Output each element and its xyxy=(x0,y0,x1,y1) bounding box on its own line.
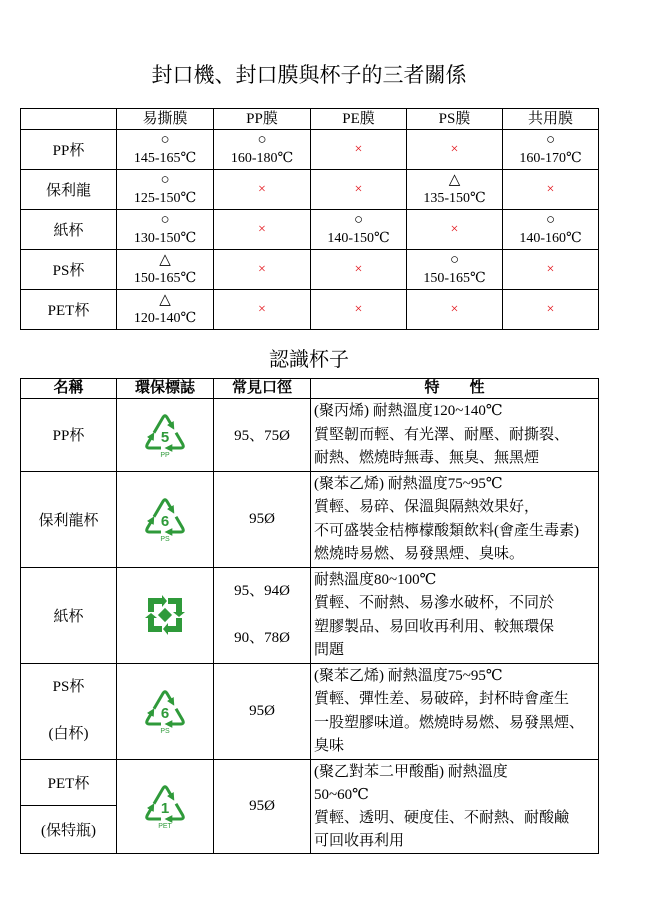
properties-cell xyxy=(311,567,599,663)
col-header-diameter: 常見口徑 xyxy=(214,379,311,399)
resin-code-number: 1 xyxy=(160,800,170,817)
compat-cell xyxy=(407,250,503,290)
col-header-name: 名稱 xyxy=(21,379,117,399)
diameter-cell xyxy=(214,663,311,759)
col-header-easy-peel: 易撕膜 xyxy=(117,109,214,130)
compat-mark: △ xyxy=(448,171,461,188)
compat-cell xyxy=(503,210,599,250)
property-line: 耐熱溫度80~100℃ xyxy=(314,571,437,588)
compat-cell xyxy=(503,250,599,290)
property-line: 質輕、不耐熱、易滲水破杯，不同於 xyxy=(314,595,555,611)
property-line: 可回收再利用 xyxy=(314,832,405,849)
compat-cell xyxy=(214,210,311,250)
diameter-value: 95Ø xyxy=(249,510,275,527)
diameter-value: 90、78Ø xyxy=(234,630,290,646)
compat-mark: △ xyxy=(159,291,171,308)
incompatible-mark: × xyxy=(258,261,266,277)
resin-code-label: PS xyxy=(160,536,170,543)
temp-range: 150-165℃ xyxy=(133,270,197,286)
compat-cell xyxy=(503,130,599,170)
diameter-value: 95、94Ø xyxy=(234,583,290,599)
temp-range: 135-150℃ xyxy=(423,190,486,206)
compat-cell xyxy=(214,170,311,210)
incompatible-mark: × xyxy=(546,261,555,277)
table-row xyxy=(21,759,599,805)
compat-cell xyxy=(311,130,407,170)
eco-logo-cell xyxy=(117,759,214,853)
table-row xyxy=(21,399,599,472)
row-label: PET杯 xyxy=(21,290,117,330)
compat-cell xyxy=(117,250,214,290)
compat-mark: ○ xyxy=(160,211,170,228)
table-row xyxy=(21,663,599,759)
resin-code-label: PS xyxy=(160,728,170,735)
section-title: 認識杯子 xyxy=(269,349,349,371)
table-row xyxy=(21,170,599,210)
eco-logo-cell xyxy=(117,663,214,759)
diameter-cell xyxy=(214,471,311,567)
diameter-cell xyxy=(214,567,311,663)
col-header-eco-logo: 環保標誌 xyxy=(117,379,214,399)
col-header-properties: 特 性 xyxy=(311,379,599,399)
compat-cell xyxy=(214,130,311,170)
compat-cell xyxy=(311,250,407,290)
temp-range: 140-150℃ xyxy=(327,230,390,246)
cup-info-table xyxy=(20,378,599,854)
compat-cell xyxy=(311,170,407,210)
resin-code-label: PET xyxy=(158,823,172,830)
compat-cell xyxy=(117,130,214,170)
properties-cell xyxy=(311,663,599,759)
compat-cell xyxy=(407,210,503,250)
compat-mark: ○ xyxy=(160,171,170,188)
temp-range: 130-150℃ xyxy=(133,230,197,246)
table-row xyxy=(21,567,599,663)
eco-logo-cell xyxy=(117,399,214,472)
compat-mark: ○ xyxy=(160,131,170,148)
cup-name-note: (白杯) xyxy=(48,726,89,742)
compat-cell xyxy=(311,290,407,330)
cup-name xyxy=(21,471,117,567)
header-row xyxy=(21,109,599,130)
compat-cell xyxy=(311,210,407,250)
property-line: (聚乙對苯二甲酸酯) 耐熱溫度 xyxy=(314,763,508,780)
col-header-pp-film: PP膜 xyxy=(214,109,311,130)
row-label: PP杯 xyxy=(21,130,117,170)
temp-range: 160-170℃ xyxy=(519,150,582,166)
temp-range: 140-160℃ xyxy=(519,230,582,246)
property-line: 塑膠製品、易回收再利用、較無環保 xyxy=(314,618,555,635)
incompatible-mark: × xyxy=(354,141,363,157)
recycle-triangle-icon xyxy=(141,495,189,543)
property-line: 一股塑膠味道。燃燒時易燃、易發黑煙、 xyxy=(314,714,585,731)
properties-cell xyxy=(311,399,599,472)
incompatible-mark: × xyxy=(354,261,363,277)
recycle-triangle-icon xyxy=(141,782,189,830)
resin-code-number: 6 xyxy=(160,705,170,722)
compat-mark: ○ xyxy=(545,211,556,228)
resin-code-label: PP xyxy=(160,451,170,459)
cup-name-note: (保特瓶) xyxy=(41,822,96,839)
temp-range: 145-165℃ xyxy=(133,150,197,166)
incompatible-mark: × xyxy=(354,181,363,197)
property-line: 問題 xyxy=(314,642,345,658)
property-line: (聚苯乙烯) 耐熱溫度75~95℃ xyxy=(314,475,503,492)
compat-cell xyxy=(503,290,599,330)
paper-recycle-icon xyxy=(145,595,185,635)
eco-logo-cell xyxy=(117,471,214,567)
property-line: 不可盛裝金桔檸檬酸類飲料(會產生毒素) xyxy=(314,522,579,539)
eco-logo-cell xyxy=(117,567,214,663)
col-header-ps-film: PS膜 xyxy=(407,109,503,130)
corner-cell xyxy=(21,109,117,130)
col-header-universal-film: 共用膜 xyxy=(503,109,599,130)
property-line: 質堅韌而輕、有光澤、耐壓、耐撕裂、 xyxy=(314,426,570,443)
diameter-value: 95、75Ø xyxy=(234,428,290,445)
incompatible-mark: × xyxy=(546,301,555,317)
compat-cell xyxy=(214,290,311,330)
property-line: (聚丙烯) 耐熱溫度120~140℃ xyxy=(314,403,503,419)
recycle-triangle-icon xyxy=(141,411,189,459)
compat-mark: △ xyxy=(159,251,171,268)
cup-name xyxy=(21,663,117,759)
cup-name-text: 紙杯 xyxy=(53,608,84,625)
table-row xyxy=(21,290,599,330)
diameter-value: 95Ø xyxy=(249,702,275,719)
resin-code-number: 5 xyxy=(160,428,170,446)
seal-film-compatibility-table xyxy=(20,108,599,330)
cup-name-text: 保利龍杯 xyxy=(38,512,99,529)
table-row xyxy=(21,250,599,290)
row-label: 保利龍 xyxy=(21,170,117,210)
incompatible-mark: × xyxy=(450,301,459,317)
temp-range: 125-150℃ xyxy=(133,190,197,206)
temp-range: 150-165℃ xyxy=(423,270,486,286)
page-title: 封口機、封口膜與杯子的三者關係 xyxy=(151,63,467,87)
resin-code-number: 6 xyxy=(160,513,170,530)
property-line: 耐熱、燃燒時無毒、無臭、無黑煙 xyxy=(314,450,540,466)
compat-cell xyxy=(117,210,214,250)
compat-cell xyxy=(407,290,503,330)
diameter-cell xyxy=(214,399,311,472)
compat-cell xyxy=(503,170,599,210)
property-line: 臭味 xyxy=(314,738,345,754)
compat-cell xyxy=(214,250,311,290)
cup-name xyxy=(21,567,117,663)
row-label: PS杯 xyxy=(21,250,117,290)
property-line: 50~60℃ xyxy=(314,786,369,803)
property-line: 燃燒時易燃、易發黑煙、臭味。 xyxy=(314,546,525,562)
compat-mark: ○ xyxy=(353,211,364,228)
incompatible-mark: × xyxy=(258,221,266,237)
cup-name xyxy=(21,805,117,853)
temp-range: 120-140℃ xyxy=(133,310,197,326)
col-header-pe-film: PE膜 xyxy=(311,109,407,130)
recycle-triangle-icon xyxy=(141,687,189,735)
incompatible-mark: × xyxy=(258,181,266,197)
compat-mark: ○ xyxy=(449,251,460,268)
cup-name-text: PP杯 xyxy=(52,428,85,445)
property-line: 質輕、易碎、保溫與隔熱效果好， xyxy=(314,499,540,515)
compat-cell xyxy=(407,170,503,210)
cup-name xyxy=(21,759,117,805)
compat-cell xyxy=(117,170,214,210)
compat-mark: ○ xyxy=(545,131,556,148)
incompatible-mark: × xyxy=(450,221,459,237)
cup-name-text: PET杯 xyxy=(47,775,90,792)
incompatible-mark: × xyxy=(258,301,266,317)
properties-cell xyxy=(311,759,599,853)
diameter-cell xyxy=(214,759,311,853)
properties-cell xyxy=(311,471,599,567)
diameter-value: 95Ø xyxy=(249,797,275,814)
compat-cell xyxy=(117,290,214,330)
compat-cell xyxy=(407,130,503,170)
table-row xyxy=(21,210,599,250)
incompatible-mark: × xyxy=(546,181,555,197)
incompatible-mark: × xyxy=(450,141,459,157)
property-line: 質輕、透明、硬度佳、不耐熱、耐酸鹼 xyxy=(314,809,570,826)
row-label: 紙杯 xyxy=(21,210,117,250)
cup-name xyxy=(21,399,117,472)
cup-name-text: PS杯 xyxy=(52,679,85,695)
property-line: (聚苯乙烯) 耐熱溫度75~95℃ xyxy=(314,667,503,684)
property-line: 質輕、彈性差、易破碎，封杯時會產生 xyxy=(314,691,570,707)
compat-mark: ○ xyxy=(257,131,267,148)
temp-range: 160-180℃ xyxy=(230,150,294,166)
table-row xyxy=(21,471,599,567)
incompatible-mark: × xyxy=(354,301,363,317)
header-row xyxy=(21,379,599,399)
table-row xyxy=(21,130,599,170)
